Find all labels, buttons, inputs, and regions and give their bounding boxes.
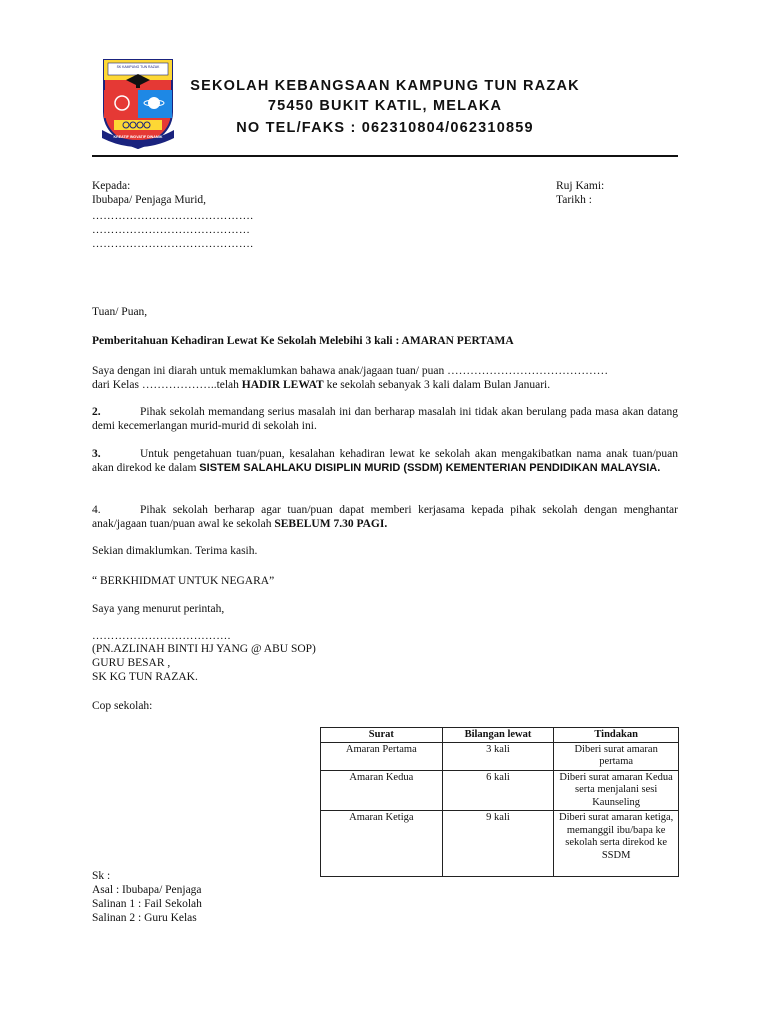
paragraph-4	[92, 503, 678, 531]
paragraph-1-line-a: Saya dengan ini diarah untuk memaklumkan bahawa anak/jagaan tuan/ puan ……………………………………	[92, 365, 609, 377]
paragraph-1-text-b: dari Kelas ………………..telah	[92, 379, 239, 391]
signature-dots: ……………………………….	[92, 630, 231, 642]
table-cell: Diberi surat amaran Kedua serta menjalani sesi Kaunseling	[554, 770, 679, 811]
table-header-row	[321, 728, 679, 743]
table-header-bilangan: Bilangan lewat	[442, 728, 554, 743]
signatory-school: SK KG TUN RAZAK.	[92, 671, 198, 683]
closing-line: Sekian dimaklumkan. Terima kasih.	[92, 545, 258, 557]
table-cell: Diberi surat amaran ketiga, memanggil ibu/bapa ke sekolah serta direkod ke SSDM	[554, 811, 679, 877]
paragraph-1-line-b	[92, 378, 678, 392]
saya-line: Saya yang menurut perintah,	[92, 603, 225, 615]
table-row	[321, 770, 679, 811]
sk-asal: Asal : Ibubapa/ Penjaga	[92, 884, 202, 896]
motto-line: “ BERKHIDMAT UNTUK NEGARA”	[92, 575, 275, 587]
school-name: SEKOLAH KEBANGSAAN KAMPUNG TUN RAZAK	[190, 78, 580, 94]
address-dots-2: ……………………………………	[92, 224, 251, 236]
paragraph-3	[92, 447, 678, 475]
signatory-name: (PN.AZLINAH BINTI HJ YANG @ ABU SOP)	[92, 643, 316, 655]
logo-banner-text: SK KAMPUNG TUN RAZAK	[116, 65, 160, 69]
table-header-tindakan: Tindakan	[554, 728, 679, 743]
address-dots-1: …………………………………….	[92, 210, 254, 222]
signatory-title: GURU BESAR ,	[92, 657, 171, 669]
paragraph-2-text: Pihak sekolah memandang serius masalah ini dan berharap masalah ini tidak akan berulang pada masa akan datang demi kecemerlangan murid-murid di sekolah ini.	[92, 406, 678, 432]
paragraph-4-text: Pihak sekolah berharap agar tuan/puan dapat memberi kerjasama kepada pihak sekolah dengan menghantar anak/jagaan tuan/puan awal ke sekolah	[92, 504, 678, 530]
header-divider	[92, 155, 678, 157]
school-crest-logo	[100, 56, 176, 150]
table-cell: Diberi surat amaran pertama	[554, 742, 679, 770]
table-cell: 6 kali	[442, 770, 554, 811]
table-cell: Amaran Pertama	[321, 742, 443, 770]
table-cell: Amaran Kedua	[321, 770, 443, 811]
table-row	[321, 742, 679, 770]
table-header-surat: Surat	[321, 728, 443, 743]
paragraph-2	[92, 405, 678, 433]
table-cell: 3 kali	[442, 742, 554, 770]
cop-sekolah-label: Cop sekolah:	[92, 700, 153, 712]
recipient-line: Ibubapa/ Penjaga Murid,	[92, 194, 207, 206]
kepada-label: Kepada:	[92, 180, 131, 192]
paragraph-1-bold: HADIR LEWAT	[241, 379, 324, 391]
paragraph-4-bold: SEBELUM 7.30 PAGI.	[274, 518, 388, 530]
paragraph-3-bold: SISTEM SALAHLAKU DISIPLIN MURID (SSDM) KEMENTERIAN PENDIDIKAN MALAYSIA.	[199, 462, 661, 474]
sk-salinan-2: Salinan 2 : Guru Kelas	[92, 912, 197, 924]
paragraph-3-text: Untuk pengetahuan tuan/puan, kesalahan kehadiran lewat ke sekolah akan mengakibatkan nama anak tuan/puan akan direkod ke dalam	[92, 448, 678, 474]
table-cell: 9 kali	[442, 811, 554, 877]
salutation: Tuan/ Puan,	[92, 306, 148, 318]
table-cell: Amaran Ketiga	[321, 811, 443, 877]
paragraph-1	[92, 364, 678, 392]
address-dots-3: …………………………………….	[92, 238, 254, 250]
school-phone: NO TEL/FAKS : 062310804/062310859	[236, 120, 534, 136]
school-address: 75450 BUKIT KATIL, MELAKA	[267, 98, 503, 114]
paragraph-2-number: 2.	[92, 406, 101, 418]
table-row	[321, 811, 679, 877]
paragraph-1-text-c: ke sekolah sebanyak 3 kali dalam Bulan Januari.	[326, 379, 551, 391]
logo-motto-text: KREATIF INOVATIF DINAMIK	[113, 135, 163, 139]
tarikh-label: Tarikh :	[556, 194, 592, 206]
letter-subject: Pemberitahuan Kehadiran Lewat Ke Sekolah Melebihi 3 kali : AMARAN PERTAMA	[92, 335, 514, 347]
paragraph-3-number: 3.	[92, 448, 101, 460]
sk-label: Sk :	[92, 870, 111, 882]
sk-salinan-1: Salinan 1 : Fail Sekolah	[92, 898, 202, 910]
warning-table	[320, 727, 679, 877]
ruj-kami-label: Ruj Kami:	[556, 180, 605, 192]
paragraph-4-number: 4.	[92, 504, 101, 516]
